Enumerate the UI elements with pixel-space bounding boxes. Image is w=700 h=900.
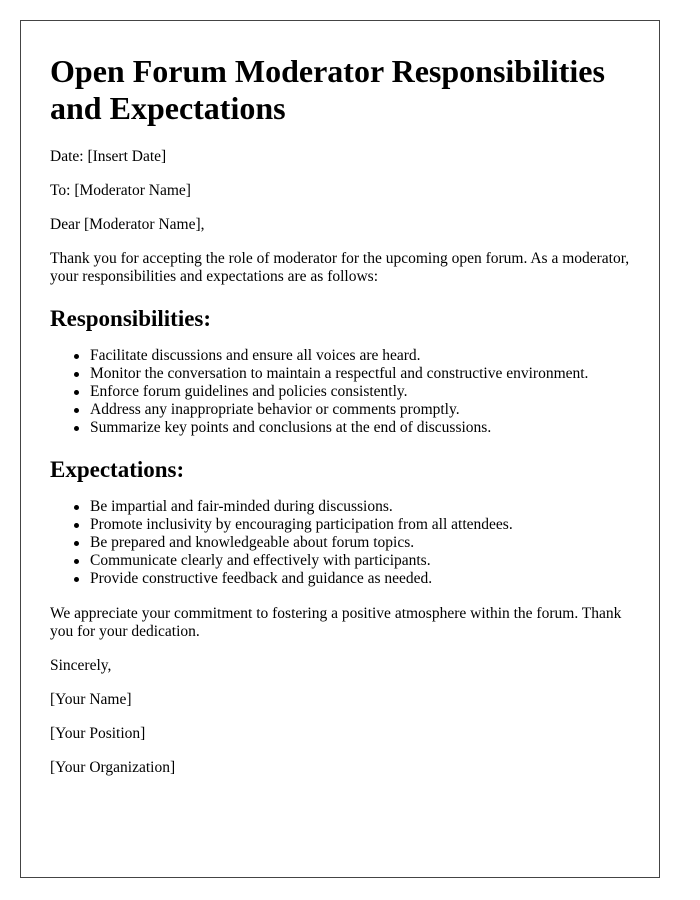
bullet-icon — [74, 541, 79, 546]
list-item — [90, 365, 640, 383]
list-item-text: Provide constructive feedback and guidance as needed. — [90, 570, 433, 587]
sender-position: [Your Position] — [50, 725, 146, 742]
list-item-text: Address any inappropriate behavior or comments promptly. — [90, 401, 460, 418]
bullet-icon — [74, 372, 79, 377]
intro-paragraph: Thank you for accepting the role of moderator for the upcoming open forum. As a moderator, your responsibilities and expectations are as follows: — [50, 250, 630, 285]
list-item-text: Promote inclusivity by encouraging participation from all attendees. — [90, 516, 513, 533]
list-item — [90, 383, 640, 401]
letter-title: Open Forum Moderator Responsibilities and Expectations — [50, 53, 605, 126]
bullet-icon — [74, 505, 79, 510]
salutation: Dear [Moderator Name], — [50, 216, 205, 233]
bullet-icon — [74, 354, 79, 359]
bullet-icon — [74, 408, 79, 413]
responsibilities-list — [50, 347, 640, 437]
bullet-icon — [74, 577, 79, 582]
list-item — [90, 347, 640, 365]
responsibilities-heading: Responsibilities: — [50, 306, 212, 331]
bullet-icon — [74, 523, 79, 528]
expectations-heading: Expectations: — [50, 457, 185, 482]
list-item-text: Summarize key points and conclusions at the end of discussions. — [90, 419, 492, 436]
list-item — [90, 419, 640, 437]
list-item-text: Be prepared and knowledgeable about forum topics. — [90, 534, 415, 551]
bullet-icon — [74, 426, 79, 431]
list-item-text: Monitor the conversation to maintain a respectful and constructive environment. — [90, 365, 589, 382]
recipient-line: To: [Moderator Name] — [50, 182, 191, 199]
bullet-icon — [74, 390, 79, 395]
list-item — [90, 552, 640, 570]
list-item-text: Communicate clearly and effectively with participants. — [90, 552, 431, 569]
list-item — [90, 534, 640, 552]
list-item — [90, 570, 640, 588]
signoff: Sincerely, — [50, 657, 112, 674]
list-item — [90, 401, 640, 419]
list-item-text: Enforce forum guidelines and policies consistently. — [90, 383, 408, 400]
list-item — [90, 498, 640, 516]
sender-name: [Your Name] — [50, 691, 132, 708]
date-line: Date: [Insert Date] — [50, 148, 167, 165]
letter-content — [50, 53, 640, 793]
letter-page — [20, 20, 660, 878]
list-item-text: Be impartial and fair-minded during discussions. — [90, 498, 393, 515]
sender-organization: [Your Organization] — [50, 759, 176, 776]
closing-paragraph: We appreciate your commitment to fostering a positive atmosphere within the forum. Thank you for your dedication. — [50, 605, 622, 640]
list-item-text: Facilitate discussions and ensure all voices are heard. — [90, 347, 421, 364]
expectations-list — [50, 498, 640, 588]
bullet-icon — [74, 559, 79, 564]
list-item — [90, 516, 640, 534]
